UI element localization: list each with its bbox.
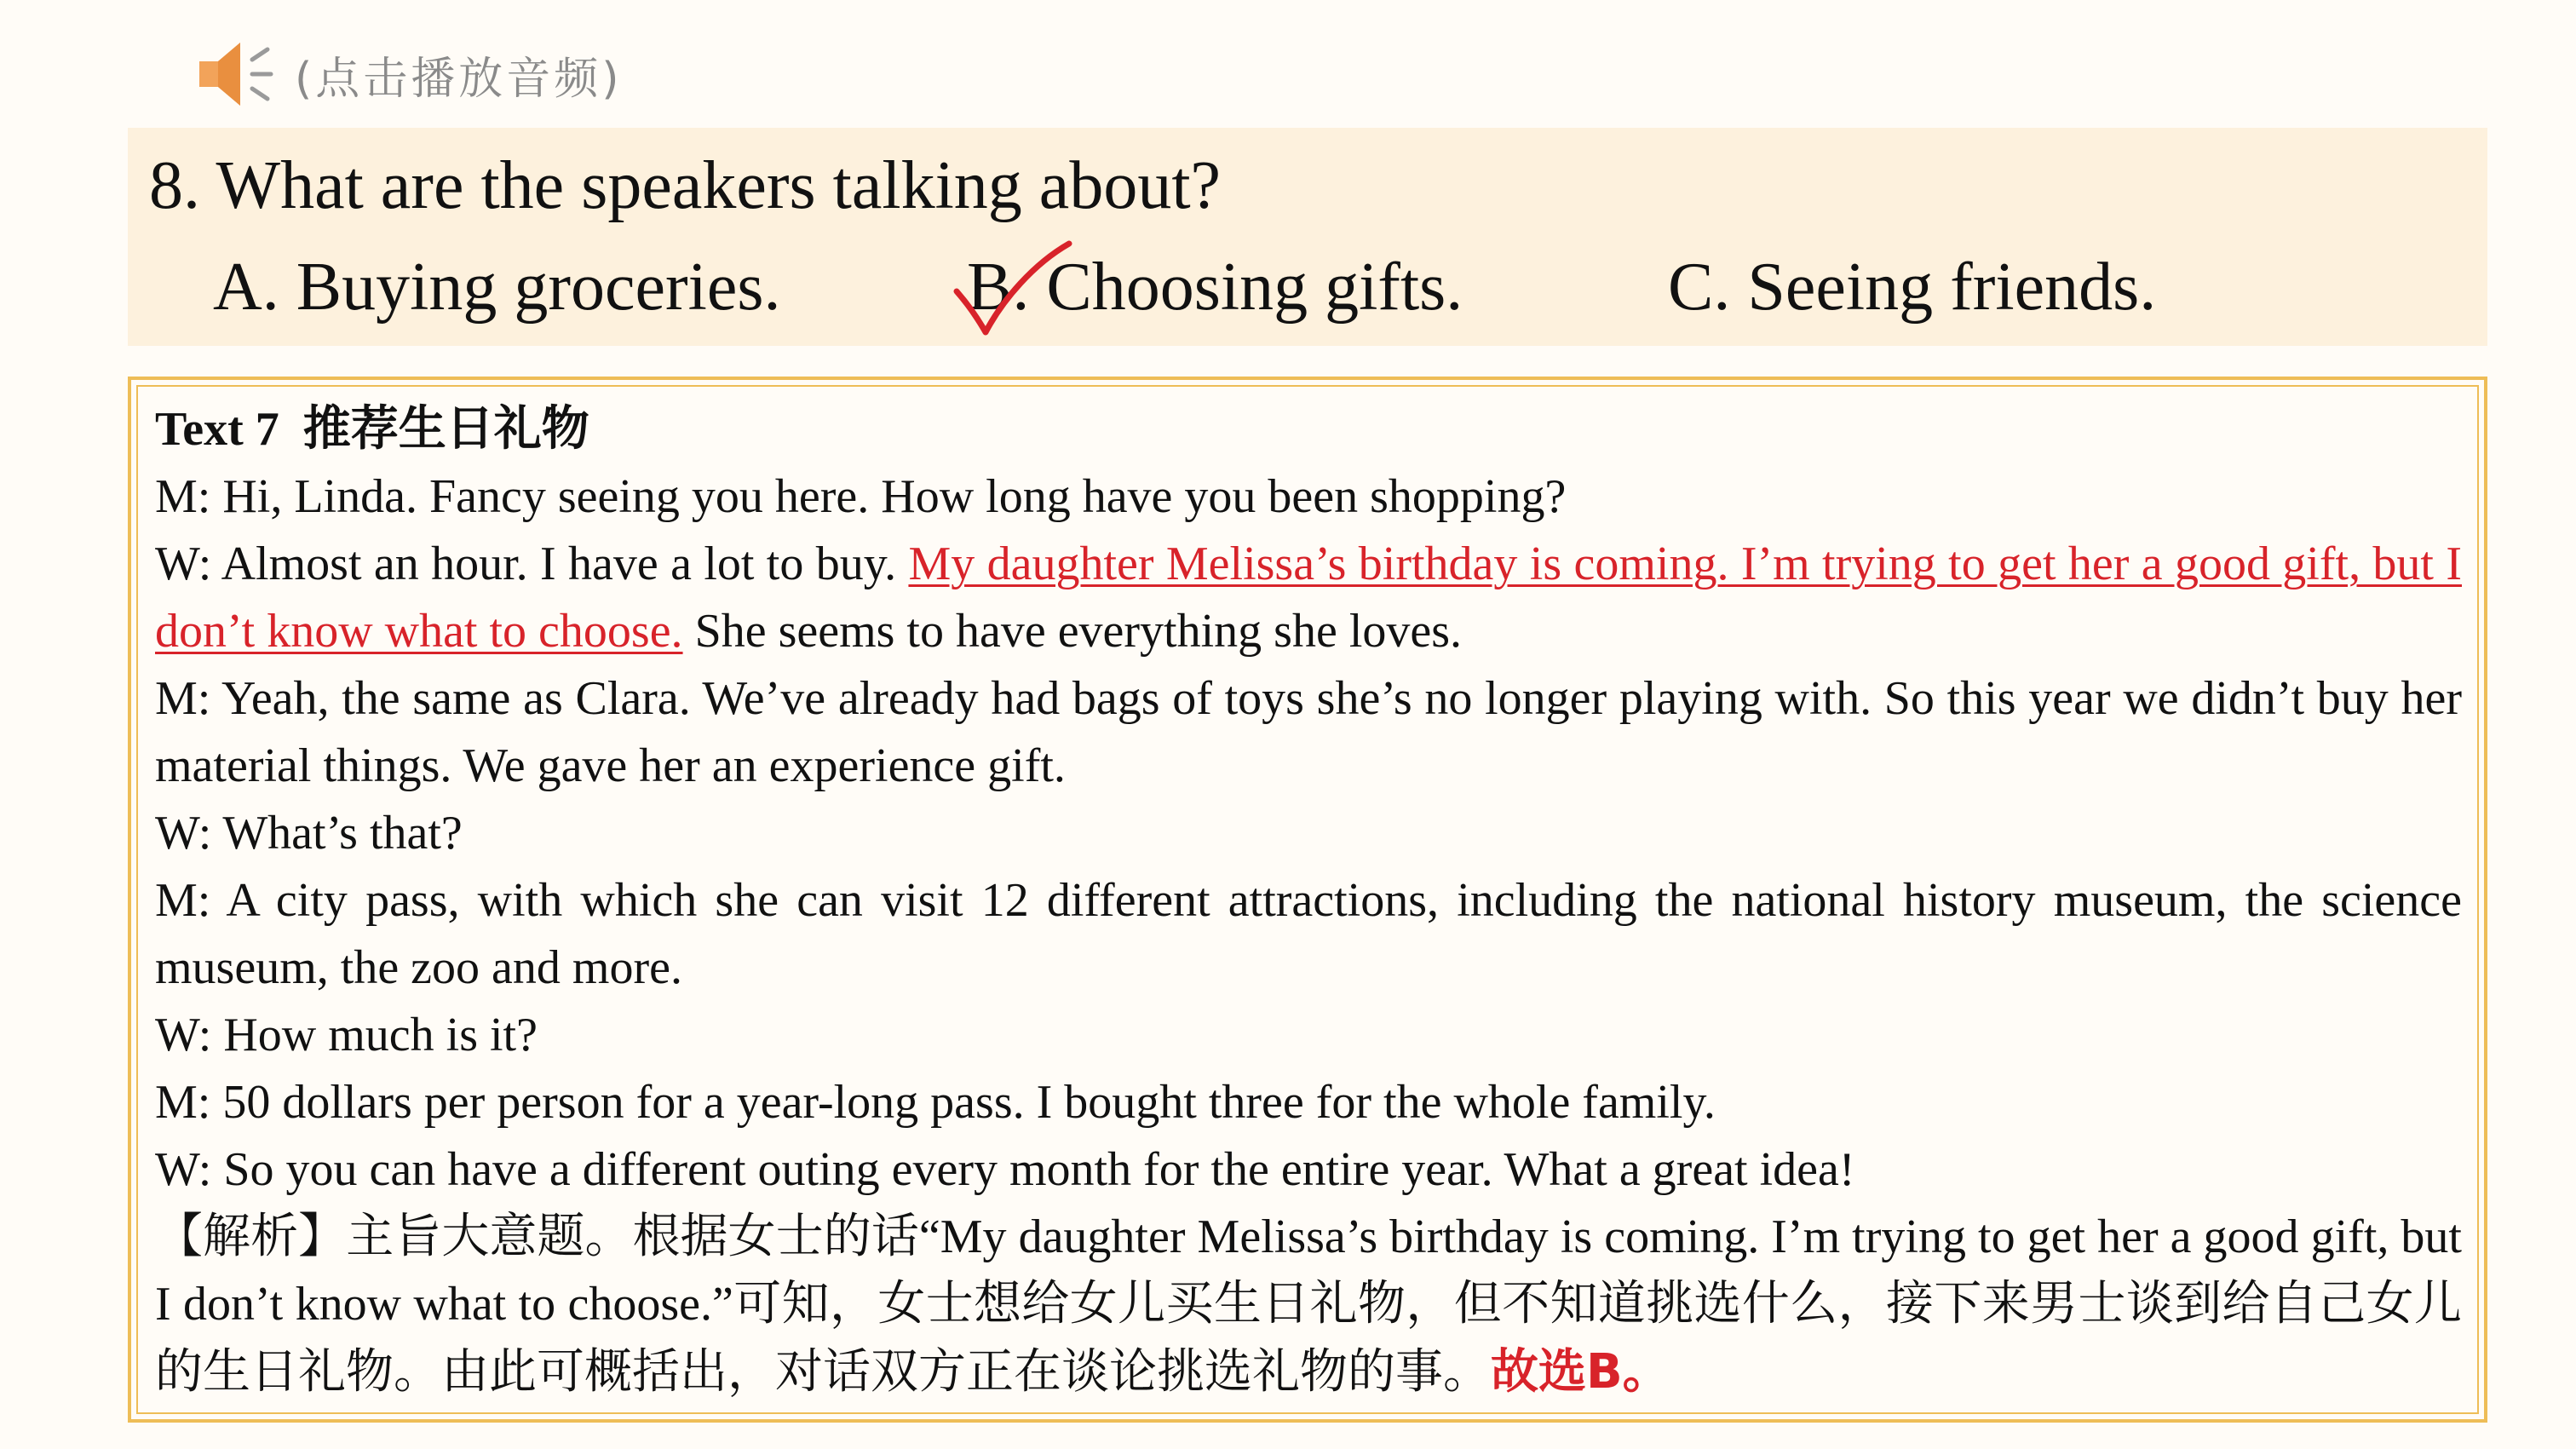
audio-label: (点击播放音频)	[295, 53, 623, 105]
option-c[interactable]: C. Seeing friends.	[1668, 250, 2157, 325]
dialogue-line-2-end: She seems to have everything she loves.	[682, 605, 1463, 658]
transcript-box	[128, 377, 2487, 1423]
analysis-paragraph	[155, 1204, 2462, 1406]
dialogue-line-1: M: Hi, Linda. Fancy seeing you here. How long have you been shopping?	[155, 470, 1567, 523]
option-b[interactable]: B. Choosing gifts.	[967, 250, 1463, 325]
dialogue-line-2	[155, 531, 2462, 665]
highlighted-key-sentence: My daughter Melissa’s birthday is coming. I’m trying to get her a good gift, but I don’t know what to choose.	[155, 538, 2462, 658]
analysis-text: 【解析】主旨大意题。根据女士的话“My daughter Melissa’s birthday is coming. I’m trying to get her a good gift, but I don’t know what to choose.”可知，女士想给女儿买生日礼物，但不知道挑选什么，接下来男士谈到给自己女儿的生日礼物。由此可概括出，对话双方正在谈论挑选礼物的事。	[155, 1210, 2462, 1399]
question-stem: 8. What are the speakers talking about?	[149, 148, 1222, 223]
answer-text: 故选B。	[1491, 1344, 1670, 1400]
transcript-title-en: Text 7	[155, 403, 279, 456]
dialogue-line-4: W: What’s that?	[155, 807, 463, 860]
transcript-title-cn: 推荐生日礼物	[302, 401, 589, 457]
play-audio-button[interactable]	[196, 36, 623, 112]
dialogue-line-3: M: Yeah, the same as Clara. We’ve already had bags of toys she’s no longer playing with. So this year we didn’t buy her material things. We gave her an experience gift.	[155, 672, 2462, 792]
dialogue-line-2-start: W: Almost an hour. I have a lot to buy.	[155, 538, 909, 590]
question-panel	[128, 128, 2487, 346]
speaker-icon	[196, 36, 281, 112]
dialogue-line-7: M: 50 dollars per person for a year-long pass. I bought three for the whole family.	[155, 1076, 1716, 1129]
option-a[interactable]: A. Buying groceries.	[213, 250, 781, 325]
dialogue-line-8: W: So you can have a different outing every month for the entire year. What a great idea!	[155, 1143, 1855, 1196]
transcript-title	[155, 395, 2462, 463]
transcript-content	[155, 395, 2462, 1406]
dialogue-line-6: W: How much is it?	[155, 1009, 538, 1061]
dialogue-line-5: M: A city pass, with which she can visit 12 different attractions, including the national history museum, the science museum, the zoo and more.	[155, 874, 2462, 994]
